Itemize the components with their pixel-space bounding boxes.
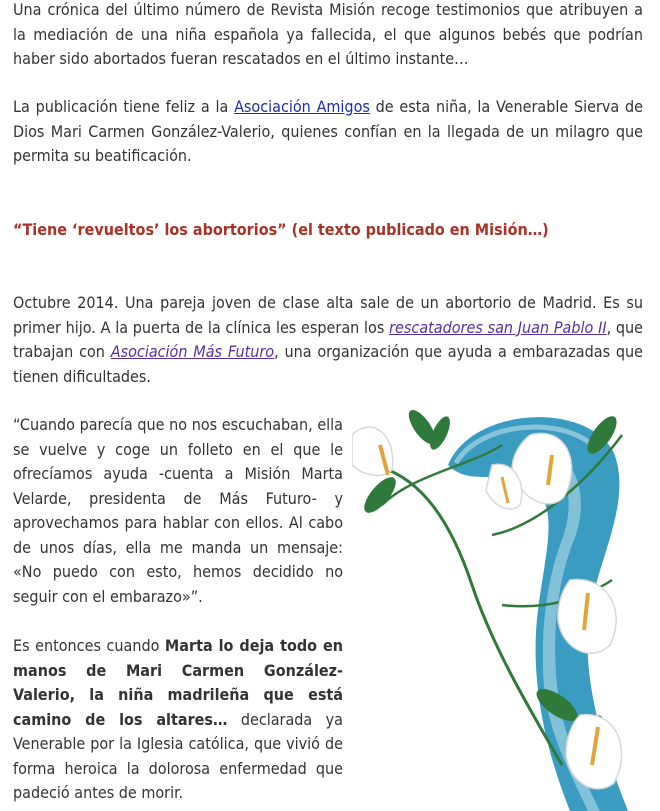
p2-text-after: de esta niña, la Venerable Sierva de Dios Mari Carmen González-Valerio, quienes confían en la llegada de un milagro que permita su beatificación. [13, 97, 643, 165]
conclusion-paragraph [13, 634, 343, 806]
p3-text-before: Octubre 2014. Una pareja joven de clase alta sale de un abortorio de Madrid. Es su primer hijo. A la puerta de la clínica les esperan los [13, 293, 643, 337]
p5-text-after: declarada ya Venerable por la Iglesia católica, que vivió de forma heroica la dolorosa enfermedad que padeció antes de morir. [13, 709, 343, 802]
rescatadores-link[interactable]: rescatadores san Juan Pablo II [389, 317, 607, 337]
calla-lily-flower [352, 427, 393, 475]
section-heading: “Tiene ‘revueltos’ los abortorios” (el texto publicado en Misión…) [13, 220, 549, 239]
story-paragraph [13, 291, 643, 389]
p2-text-before: La publicación tiene feliz a la [13, 97, 235, 116]
calla-lily-flower [566, 715, 622, 789]
quote-paragraph: “Cuando parecía que no nos escuchaban, ella se vuelve y coge un folleto en el que le ofrecíamos ayuda -cuenta a Misión Marta Velarde, presidenta de Más Futuro- y aprovechamos para hablar con ellos. Al cabo de unos días, ella me manda un mensaje: «No puedo con esto, hemos decidido no seguir con el embarazo»”. [13, 415, 343, 606]
association-paragraph [13, 95, 643, 169]
calla-lily-ribbon-illustration [352, 405, 652, 811]
p5-bold-text: Marta lo deja todo en manos de Mari Carmen González-Valerio, la niña madrileña que está camino de los altares… [13, 636, 344, 729]
mas-futuro-link[interactable]: Asociación Más Futuro [110, 342, 275, 361]
asociacion-amigos-link[interactable]: Asociación Amigos [234, 97, 370, 116]
p3-text-after: , una organización que ayuda a embarazadas que tienen dificultades. [13, 342, 644, 386]
intro-paragraph: Una crónica del último número de Revista Misión recoge testimonios que atribuyen a la mediación de una niña española ya fallecida, el que algunos bebés que podrían haber sido abortados fueran rescatados en el último instante… [13, 0, 643, 68]
p5-text-before: Es entonces cuando [13, 636, 165, 655]
p3-text-middle: , que trabajan con [13, 317, 644, 361]
